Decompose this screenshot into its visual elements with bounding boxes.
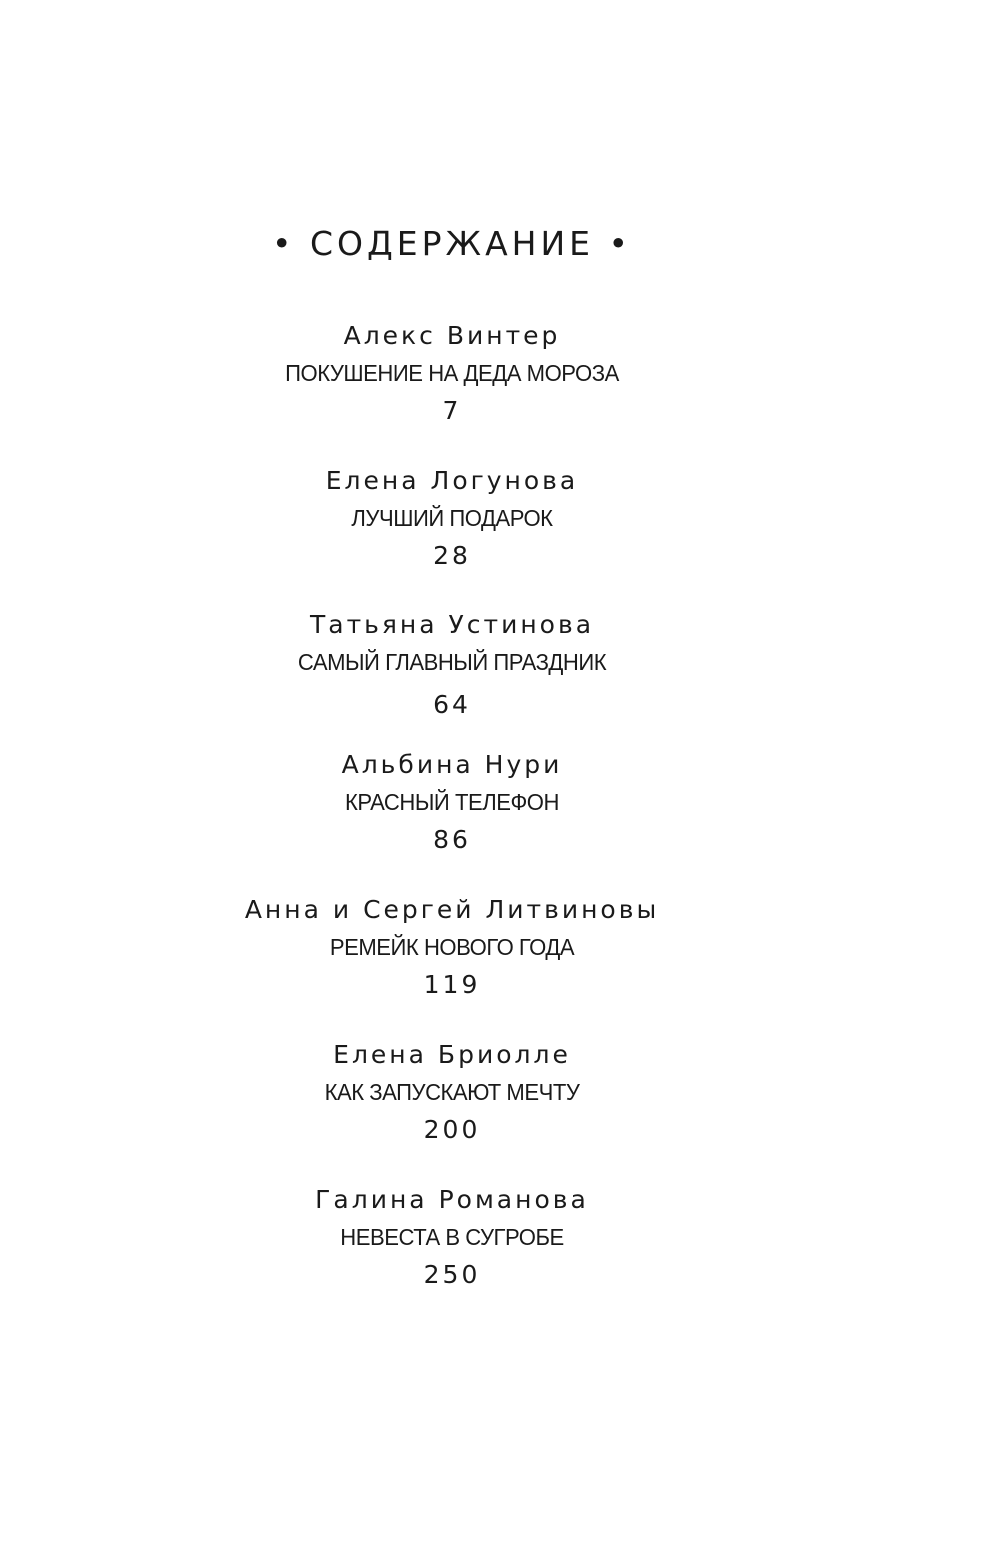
toc-story-title: ПОКУШЕНИЕ НА ДЕДА МОРОЗА bbox=[285, 360, 619, 386]
toc-entry bbox=[0, 749, 904, 856]
toc-entry bbox=[0, 894, 904, 1001]
toc-story-title: САМЫЙ ГЛАВНЫЙ ПРАЗДНИК bbox=[297, 649, 607, 675]
toc-story-title: НЕВЕСТА В СУГРОБЕ bbox=[340, 1224, 564, 1250]
toc-page-number: 28 bbox=[433, 541, 471, 570]
toc-author: Альбина Нури bbox=[341, 750, 563, 779]
toc-story-title: КАК ЗАПУСКАЮТ МЕЧТУ bbox=[324, 1079, 580, 1105]
toc-page-number: 200 bbox=[423, 1115, 481, 1144]
toc-page-number: 119 bbox=[423, 970, 481, 999]
toc-author: Татьяна Устинова bbox=[309, 610, 595, 639]
toc-entry bbox=[0, 1184, 904, 1291]
toc-story-title: КРАСНЫЙ ТЕЛЕФОН bbox=[345, 789, 559, 815]
toc-author: Галина Романова bbox=[315, 1185, 589, 1214]
toc-entry bbox=[0, 465, 904, 572]
toc-entry bbox=[0, 1039, 904, 1146]
contents-heading: • СОДЕРЖАНИЕ • bbox=[272, 224, 632, 263]
toc-page-number: 86 bbox=[433, 825, 471, 854]
toc-author: Анна и Сергей Литвиновы bbox=[244, 895, 660, 924]
toc-page-number: 64 bbox=[433, 690, 471, 719]
toc-author: Алекс Винтер bbox=[343, 321, 561, 350]
toc-page-number: 7 bbox=[442, 396, 462, 425]
toc-author: Елена Логунова bbox=[325, 466, 579, 495]
toc-entry bbox=[0, 609, 904, 721]
toc-story-title: РЕМЕЙК НОВОГО ГОДА bbox=[329, 934, 575, 960]
toc-entry bbox=[0, 320, 904, 427]
toc-author: Елена Бриолле bbox=[333, 1040, 571, 1069]
toc-story-title: ЛУЧШИЙ ПОДАРОК bbox=[351, 505, 553, 531]
toc-page-number: 250 bbox=[423, 1260, 481, 1289]
